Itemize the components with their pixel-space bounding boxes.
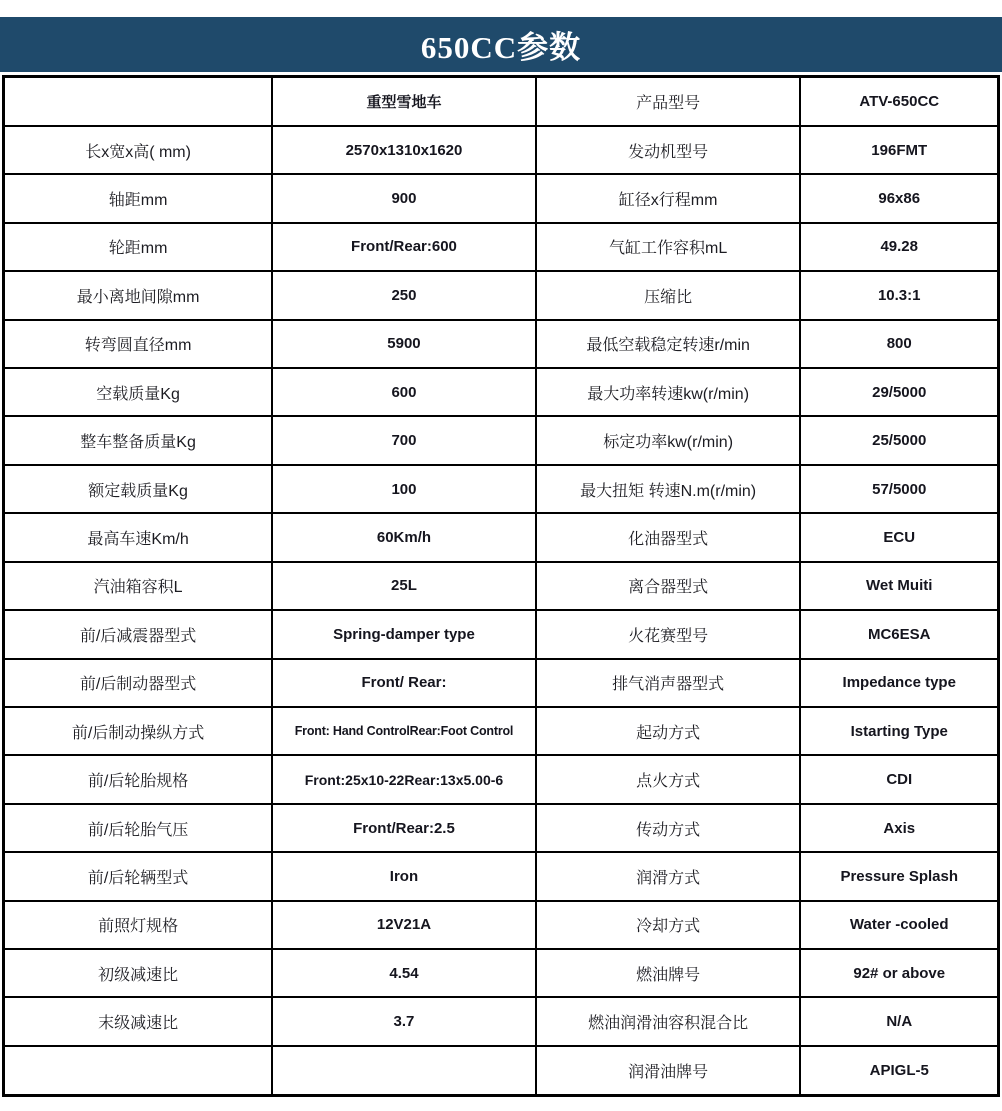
spec-value-cell: Impedance type	[800, 659, 998, 707]
spec-label-cell: 压缩比	[536, 271, 801, 319]
spec-label-cell: 前/后减震器型式	[4, 610, 273, 658]
spec-label-cell: 轮距mm	[4, 223, 273, 271]
spec-value-cell: N/A	[800, 997, 998, 1045]
table-row	[4, 949, 999, 997]
spec-value-cell: 25/5000	[800, 416, 998, 464]
spec-value-cell: 60Km/h	[272, 513, 536, 561]
spec-value-cell: Front/Rear:2.5	[272, 804, 536, 852]
spec-label-cell: 额定载质量Kg	[4, 465, 273, 513]
table-row	[4, 368, 999, 416]
spec-value-cell: ATV-650CC	[800, 77, 998, 126]
spec-value-cell: 49.28	[800, 223, 998, 271]
spec-label-cell: 气缸工作容积mL	[536, 223, 801, 271]
spec-value-cell: Wet Muiti	[800, 562, 998, 610]
spec-label-cell: 火花赛型号	[536, 610, 801, 658]
spec-label-cell: 点火方式	[536, 755, 801, 803]
spec-value-cell: APIGL-5	[800, 1046, 998, 1096]
spec-label-cell	[4, 1046, 273, 1096]
spec-label-cell: 排气消声器型式	[536, 659, 801, 707]
spec-value-cell: 100	[272, 465, 536, 513]
spec-value-cell: CDI	[800, 755, 998, 803]
table-row	[4, 610, 999, 658]
spec-value-cell: Spring-damper type	[272, 610, 536, 658]
spec-value-cell: Front:25x10-22Rear:13x5.00-6	[272, 755, 536, 803]
spec-value-cell: 96x86	[800, 174, 998, 222]
spec-label-cell: 转弯圆直径mm	[4, 320, 273, 368]
table-row	[4, 901, 999, 949]
spec-value-cell: 92# or above	[800, 949, 998, 997]
spec-label-cell: 燃油润滑油容积混合比	[536, 997, 801, 1045]
spec-label-cell: 前/后制动器型式	[4, 659, 273, 707]
spec-value-cell: MC6ESA	[800, 610, 998, 658]
spec-label-cell: 最大扭矩 转速N.m(r/min)	[536, 465, 801, 513]
spec-label-cell: 最高车速Km/h	[4, 513, 273, 561]
spec-value-cell: Pressure Splash	[800, 852, 998, 900]
spec-label-cell: 离合器型式	[536, 562, 801, 610]
spec-label-cell: 前/后制动操纵方式	[4, 707, 273, 755]
spec-value-cell: 800	[800, 320, 998, 368]
spec-label-cell: 最低空载稳定转速r/min	[536, 320, 801, 368]
spec-label-cell: 汽油箱容积L	[4, 562, 273, 610]
spec-value-cell: 600	[272, 368, 536, 416]
spec-label-cell: 润滑油牌号	[536, 1046, 801, 1096]
spec-value-cell: Front: Hand ControlRear:Foot Control	[272, 707, 536, 755]
spec-label-cell: 冷却方式	[536, 901, 801, 949]
table-row	[4, 997, 999, 1045]
spec-value-cell: 29/5000	[800, 368, 998, 416]
spec-value-cell: Water -cooled	[800, 901, 998, 949]
table-row	[4, 416, 999, 464]
spec-value-cell: 2570x1310x1620	[272, 126, 536, 174]
spec-table-body	[4, 77, 999, 1096]
spec-label-cell: 起动方式	[536, 707, 801, 755]
table-row	[4, 126, 999, 174]
spec-value-cell: 5900	[272, 320, 536, 368]
spec-label-cell: 化油器型式	[536, 513, 801, 561]
spec-label-cell: 初级减速比	[4, 949, 273, 997]
spec-label-cell: 前/后轮胎规格	[4, 755, 273, 803]
spec-value-cell	[272, 1046, 536, 1096]
spec-label-cell: 缸径x行程mm	[536, 174, 801, 222]
spec-label-cell: 空载质量Kg	[4, 368, 273, 416]
spec-label-cell: 前/后轮胎气压	[4, 804, 273, 852]
spec-label-cell: 最大功率转速kw(r/min)	[536, 368, 801, 416]
table-row	[4, 804, 999, 852]
table-row	[4, 271, 999, 319]
spec-value-cell: Front/Rear:600	[272, 223, 536, 271]
spec-value-cell: 4.54	[272, 949, 536, 997]
spec-table	[2, 75, 1000, 1097]
spec-value-cell: 900	[272, 174, 536, 222]
spec-label-cell: 传动方式	[536, 804, 801, 852]
spec-value-cell: 3.7	[272, 997, 536, 1045]
spec-value-cell: Iron	[272, 852, 536, 900]
spec-label-cell: 最小离地间隙mm	[4, 271, 273, 319]
page-title: 650CC参数	[0, 17, 1002, 72]
spec-value-cell: 25L	[272, 562, 536, 610]
spec-value-cell: 700	[272, 416, 536, 464]
spec-label-cell: 润滑方式	[536, 852, 801, 900]
table-row	[4, 562, 999, 610]
spec-label-cell: 前/后轮辆型式	[4, 852, 273, 900]
spec-value-cell: 12V21A	[272, 901, 536, 949]
table-row	[4, 659, 999, 707]
spec-label-cell: 整车整备质量Kg	[4, 416, 273, 464]
spec-value-cell: 57/5000	[800, 465, 998, 513]
table-row	[4, 320, 999, 368]
spec-label-cell: 标定功率kw(r/min)	[536, 416, 801, 464]
spec-value-cell: 250	[272, 271, 536, 319]
table-row	[4, 174, 999, 222]
spec-value-cell: Istarting Type	[800, 707, 998, 755]
spec-value-cell: ECU	[800, 513, 998, 561]
table-row	[4, 755, 999, 803]
spec-value-cell: 重型雪地车	[272, 77, 536, 126]
spec-value-cell: 196FMT	[800, 126, 998, 174]
spec-label-cell: 轴距mm	[4, 174, 273, 222]
table-row	[4, 707, 999, 755]
spec-label-cell: 前照灯规格	[4, 901, 273, 949]
table-row	[4, 852, 999, 900]
spec-label-cell	[4, 77, 273, 126]
table-row	[4, 513, 999, 561]
table-row	[4, 223, 999, 271]
spec-label-cell: 末级减速比	[4, 997, 273, 1045]
spec-value-cell: Axis	[800, 804, 998, 852]
table-row	[4, 465, 999, 513]
table-row	[4, 77, 999, 126]
spec-label-cell: 产品型号	[536, 77, 801, 126]
spec-label-cell: 发动机型号	[536, 126, 801, 174]
spec-label-cell: 燃油牌号	[536, 949, 801, 997]
spec-value-cell: Front/ Rear:	[272, 659, 536, 707]
table-row	[4, 1046, 999, 1096]
spec-value-cell: 10.3:1	[800, 271, 998, 319]
spec-label-cell: 长x宽x高( mm)	[4, 126, 273, 174]
